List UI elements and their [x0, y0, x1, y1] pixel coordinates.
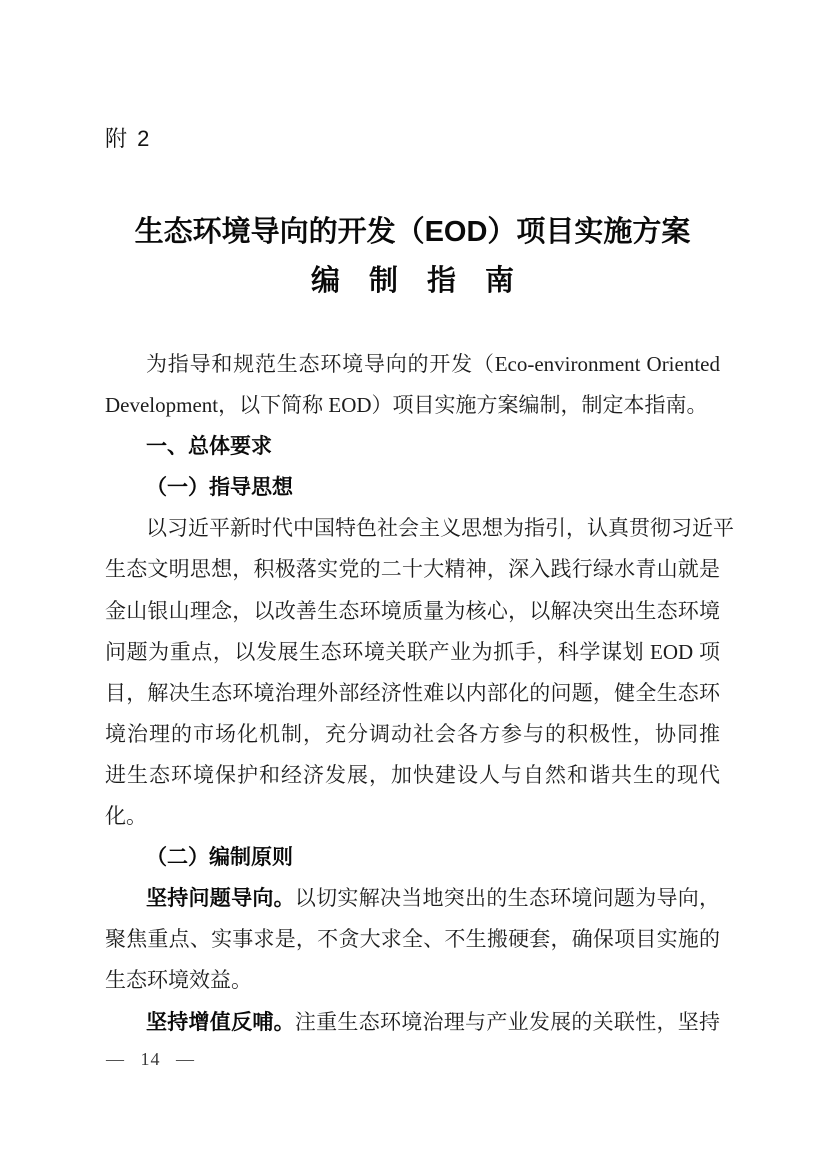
guiding-ideology-line-8: 化。: [105, 804, 147, 829]
principle-problem-oriented-lead: 坚持问题导向。: [146, 886, 295, 911]
subsection-1-2-heading: （二）编制原则: [146, 845, 293, 870]
guiding-ideology-line-5: 目，解决生态环境治理外部经济性难以内部化的问题，健全生态环: [105, 680, 720, 705]
section-1-heading: 一、总体要求: [146, 435, 272, 459]
guiding-ideology-line-2: 生态文明思想，积极落实党的二十大精神，深入践行绿水青山就是: [105, 557, 720, 582]
intro-line-2: Development，以下简称 EOD）项目实施方案编制，制定本指南。: [105, 393, 708, 418]
guiding-ideology-line-4: 问题为重点，以发展生态环境关联产业为抓手，科学谋划 EOD 项: [105, 639, 720, 664]
page-number: — 14 —: [106, 1049, 195, 1069]
attachment-label: 附 2: [105, 126, 152, 151]
principle-value-feedback-rest: 注重生态环境治理与产业发展的关联性，坚持: [294, 1009, 721, 1034]
guiding-ideology-line-1: 以习近平新时代中国特色社会主义思想为指引，认真贯彻习近平: [146, 516, 734, 541]
principle-value-feedback-lead: 坚持增值反哺。: [146, 1009, 295, 1034]
document-title: [105, 208, 720, 306]
document-body: [105, 344, 734, 1043]
principle-value-feedback-line-1: [105, 1002, 720, 1043]
principle-problem-oriented-line-3: 生态环境效益。: [105, 968, 252, 993]
principle-problem-oriented-rest: 以切实解决当地突出的生态环境问题为导向，: [294, 886, 721, 911]
principle-problem-oriented-line-1: [105, 878, 720, 919]
subsection-1-1-heading: （一）指导思想: [146, 475, 293, 500]
document-title-line-1: 生态环境导向的开发（EOD）项目实施方案: [134, 216, 691, 248]
guiding-ideology-line-3: 金山银山理念，以改善生态环境质量为核心，以解决突出生态环境: [105, 598, 720, 623]
principle-problem-oriented-line-2: 聚焦重点、实事求是，不贪大求全、不生搬硬套，确保项目实施的: [105, 927, 720, 952]
guiding-ideology-line-7: 进生态环境保护和经济发展，加快建设人与自然和谐共生的现代: [105, 762, 720, 787]
intro-line-1: 为指导和规范生态环境导向的开发（Eco-environment Oriented: [146, 352, 720, 376]
guiding-ideology-line-6: 境治理的市场化机制，充分调动社会各方参与的积极性，协同推: [105, 721, 720, 746]
document-title-line-2: 编 制 指 南: [310, 265, 514, 297]
